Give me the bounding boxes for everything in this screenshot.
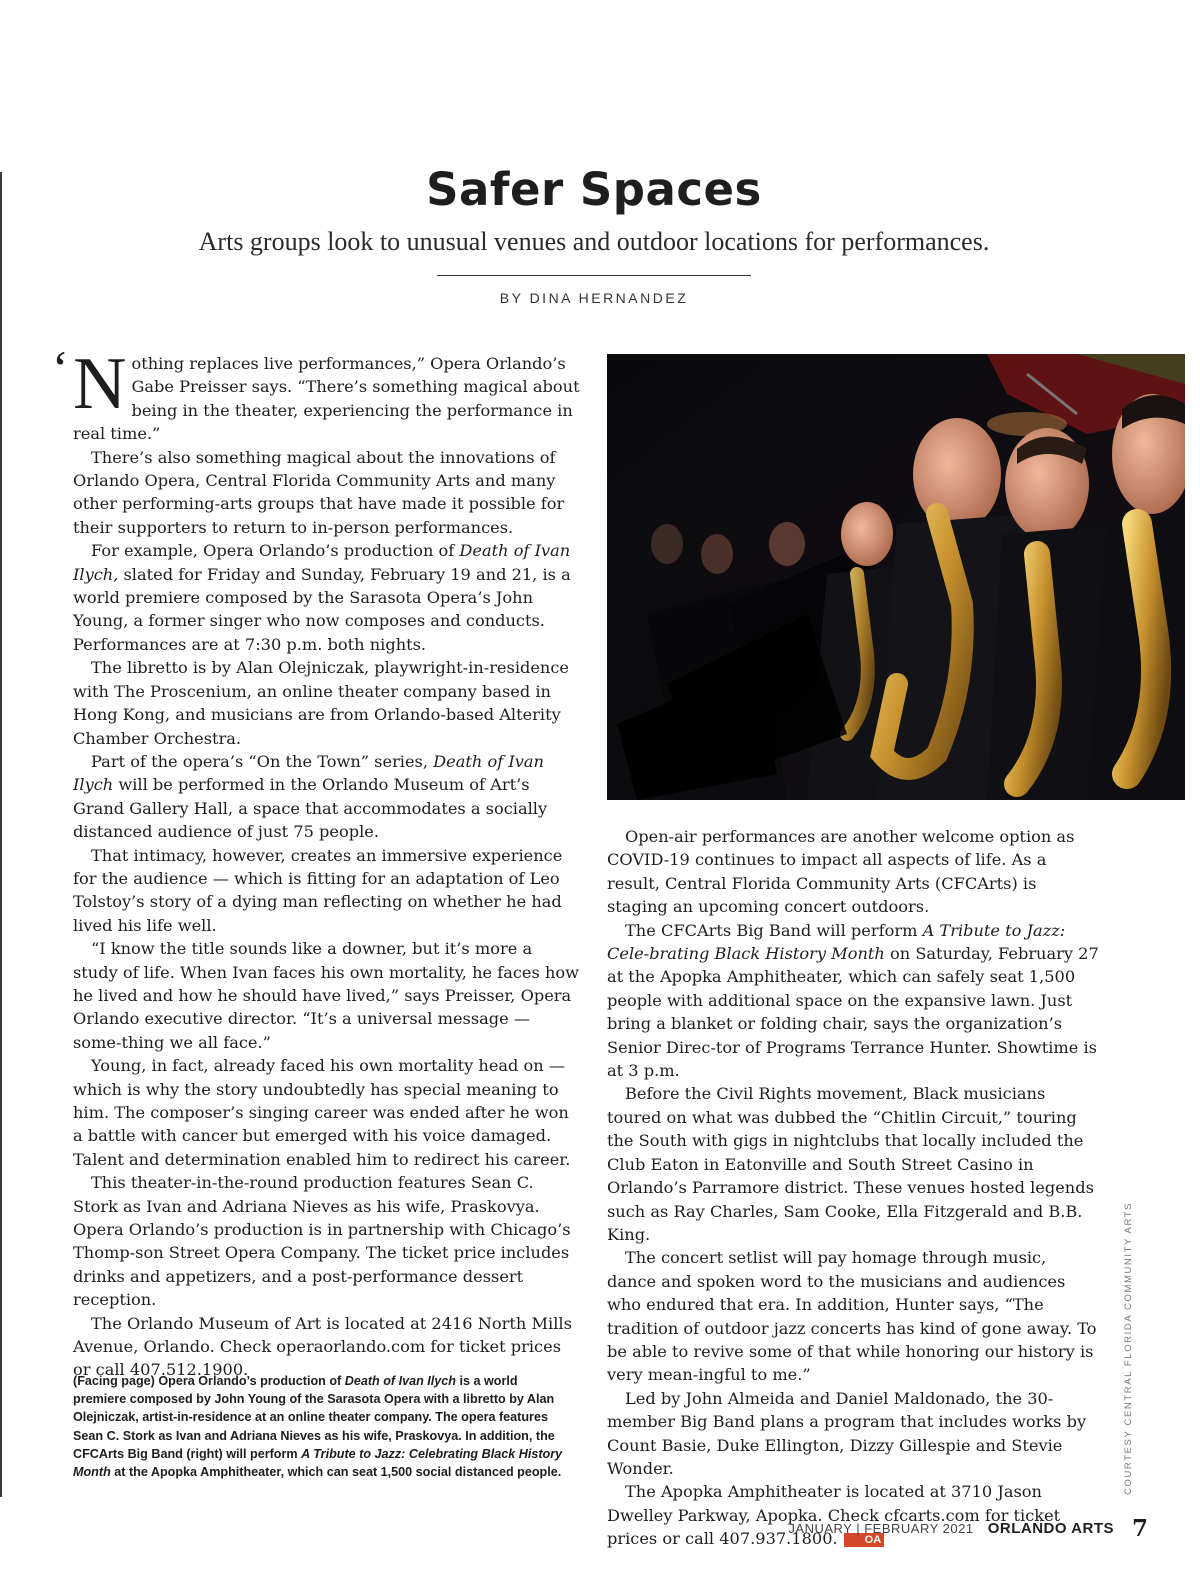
paragraph: The concert setlist will pay homage through music, dance and spoken word to the musicians and audiences who endured that era. In addition, Hunter says, “The tradition of outdoor jazz concerts has kind of gone away. To be able to revive some of that while honoring our history is very mean-ingful to me.” [607, 1248, 1097, 1385]
dek: Arts groups look to unusual venues and outdoor locations for performances. [198, 227, 990, 256]
paragraph: There’s also something magical about the innovations of Orlando Opera, Central Florida Community Arts and many other performing-arts groups that have made it possible for their supporters to return to in-person performances. [73, 447, 565, 537]
paragraph: Before the Civil Rights movement, Black musicians toured on what was dubbed the “Chitlin Circuit,” touring the South with gigs in nightclubs that locally included the Club Eaton in Eatonville and South Street Casino in Orlando’s Parramore district. These venues hosted legends such as Ray Charles, Sam Cooke, Ella Fitzgerald and B.B. King. [607, 1084, 1094, 1244]
drop-cap: N [73, 343, 127, 425]
paragraph: Nothing replaces live performances,” Opera Orlando’s Gabe Preisser says. “There’s something magical about being in the theater, experiencing the performance in real time.” [73, 343, 580, 444]
page-footer [788, 1520, 1114, 1537]
publication-name: ORLANDO ARTS [987, 1520, 1114, 1537]
paragraph: Part of the opera’s “On the Town” series, Death of Ivan Ilych will be performed in the Orlando Museum of Art’s Grand Gallery Hall, a space that accommodates a socially distanced audience of just 75 people. [73, 751, 548, 842]
paragraph: “I know the title sounds like a downer, but it’s more a study of life. When Ivan faces his own mortality, he faces how he lived and how he should have lived,” says Preisser, Opera Orlando executive director. “It’s a universal message — some-thing we all face.” [73, 939, 579, 1052]
photo-credit: COURTESY CENTRAL FLORIDA COMMUNITY ARTS [1123, 1201, 1134, 1495]
photo-caption: (Facing page) Opera Orlando’s production of Death of Ivan Ilych is a world premiere composed by John Young of the Sarasota Opera with a libretto by Alan Olejniczak, artist-in-residence at an online theater company. The opera features Sean C. Stork as Ivan and Adriana Nieves as his wife, Praskovya. In addition, the CFCArts Big Band (right) will perform A Tribute to Jazz: Celebrating Black History Month at the Apopka Amphitheater, which can seat 1,500 social distanced people. [73, 1374, 563, 1480]
work-title: Death of Ivan Ilych [73, 751, 544, 795]
right-column [607, 825, 1099, 1551]
work-title: A Tribute to Jazz: Cele-brating Black History Month [607, 920, 1066, 964]
end-mark: OA [844, 1533, 885, 1547]
paragraph: For example, Opera Orlando’s production of Death of Ivan Ilych, slated for Friday and Sunday, February 19 and 21, is a world premiere composed by the Sarasota Opera’s John Young, a former singer who now composes and conducts. Performances are at 7:30 p.m. both nights. [73, 541, 571, 654]
paragraph: That intimacy, however, creates an immersive experience for the audience — which is fitting for an adaptation of Leo Tolstoy’s story of a dying man reflecting on whether he had lived his life well. [73, 845, 563, 935]
paragraph: The CFCArts Big Band will perform A Tribute to Jazz: Cele-brating Black History Month on Saturday, February 27 at the Apopka Amphitheater, which can safely seat 1,500 people with additional space on the expansive lawn. Just bring a blanket or folding chair, says the organization’s Senior Direc-tor of Programs Terrance Hunter. Showtime is at 3 p.m. [607, 920, 1099, 1081]
page-edge-rule [0, 172, 2, 1497]
headline: Safer Spaces [426, 163, 762, 216]
paragraph: The Apopka Amphitheater is located at 3710 Jason Dwelley Parkway, Apopka. Check cfcarts.com for ticket prices or call 407.937.1800. OA [607, 1482, 1061, 1549]
byline: BY DINA HERNANDEZ [499, 290, 689, 306]
issue-date: JANUARY | FEBRUARY 2021 [788, 1521, 974, 1536]
paragraph: The libretto is by Alan Olejniczak, playwright-in-residence with The Proscenium, an online theater company based in Hong Kong, and musicians are from Orlando-based Alterity Chamber Orchestra. [73, 658, 570, 748]
paragraph: The Orlando Museum of Art is located at 2416 North Mills Avenue, Orlando. Check operaorlando.com for ticket prices or call 407.512.1900. [73, 1313, 572, 1380]
work-title: Death of Ivan Ilych, [73, 541, 571, 584]
big-band-photo [607, 354, 1185, 800]
paragraph: Open-air performances are another welcome option as COVID-19 continues to impact all aspects of life. As a result, Central Florida Community Arts (CFCArts) is staging an upcoming concert outdoors. [607, 827, 1075, 917]
page-number: 7 [1131, 1515, 1148, 1542]
paragraph: Young, in fact, already faced his own mortality head on — which is why the story undoubtedly has special meaning to him. The composer’s singing career was ended after he won a battle with cancer but emerged with his voice damaged. Talent and determination enabled him to redirect his career. [73, 1056, 571, 1169]
open-quote-mark: ‘ [52, 340, 69, 396]
left-column [73, 343, 581, 1382]
dek-divider [437, 275, 751, 276]
paragraph: This theater-in-the-round production features Sean C. Stork as Ivan and Adriana Nieves as his wife, Praskovya. Opera Orlando’s production is in partnership with Chicago’s Thomp-son Street Opera Company. The ticket price includes drinks and appetizers, and a post-performance dessert reception. [73, 1173, 571, 1310]
paragraph: Led by John Almeida and Daniel Maldonado, the 30-member Big Band plans a program that includes works by Count Basie, Duke Ellington, Dizzy Gillespie and Stevie Wonder. [607, 1388, 1087, 1478]
